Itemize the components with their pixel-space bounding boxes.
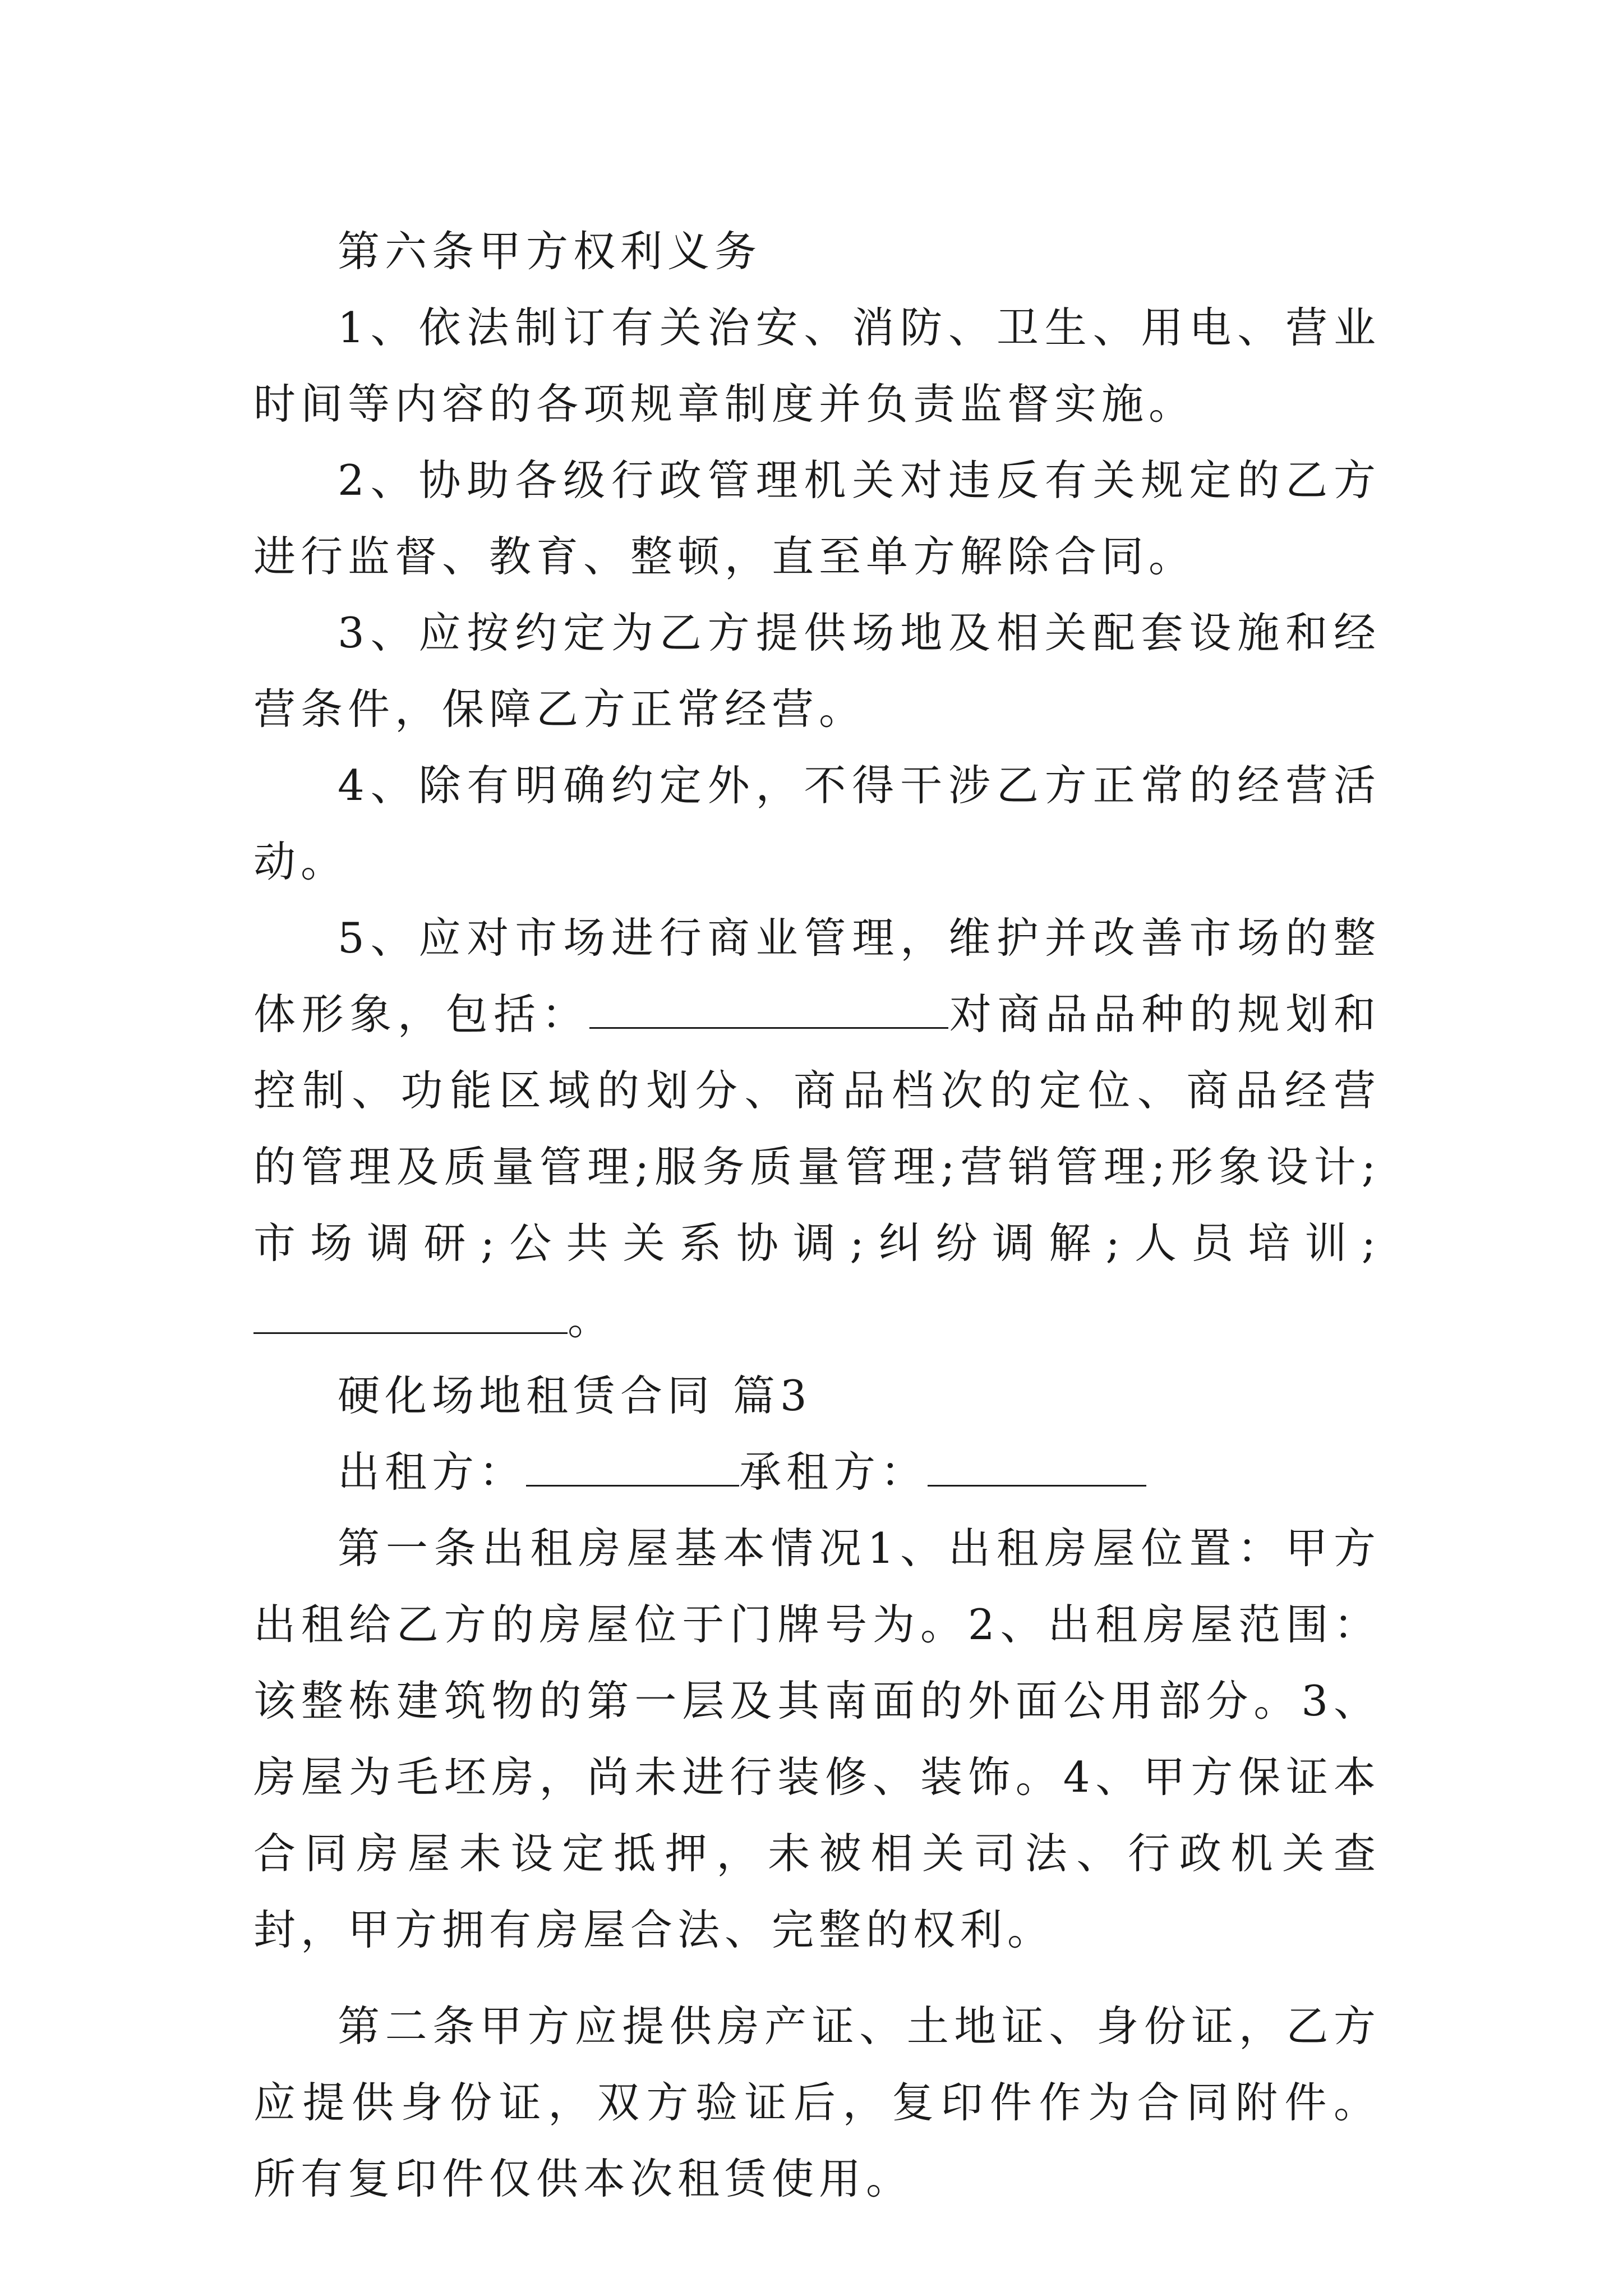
parties-line [253, 1434, 1381, 1510]
fill-in-blank[interactable] [589, 992, 948, 1029]
contract-3-title: 硬化场地租赁合同 篇3 [338, 1371, 812, 1420]
article-2: 第二条甲方应提供房产证、土地证、身份证，乙方应提供身份证，双方验证后，复印件作为合同附件。所有复印件仅供本次租赁使用。 [253, 2001, 1381, 2203]
section-six-item-3: 3、应按约定为乙方提供场地及相关配套设施和经营条件，保障乙方正常经营。 [253, 608, 1381, 734]
section-six-item-2: 2、协助各级行政管理机关对违反有关规定的乙方进行监督、教育、整顿，直至单方解除合同。 [253, 455, 1381, 581]
fill-in-blank[interactable] [253, 1297, 568, 1334]
lessee-label: 承租方： [739, 1447, 928, 1497]
section-six-item-5 [253, 900, 1381, 1358]
lessor-blank[interactable] [526, 1450, 739, 1487]
article-1: 第一条出租房屋基本情况1、出租房屋位置：甲方出租给乙方的房屋位于门牌号为。2、出租房屋范围：该整栋建筑物的第一层及其南面的外面公用部分。3、房屋为毛坯房，尚未进行装修、装饰。4、甲方保证本合同房屋未设定抵押，未被相关司法、行政机关查封，甲方拥有房屋合法、完整的权利。 [253, 1524, 1381, 1954]
section-six-heading: 第六条甲方权利义务 [338, 227, 762, 276]
section-six-item-1: 1、依法制订有关治安、消防、卫生、用电、营业时间等内容的各项规章制度并负责监督实施。 [253, 303, 1381, 429]
lessor-label: 出租方： [338, 1447, 527, 1497]
section-six-item-4: 4、除有明确约定外，不得干涉乙方正常的经营活动。 [253, 761, 1381, 886]
lessee-blank[interactable] [928, 1450, 1146, 1487]
document-body [253, 213, 1381, 2217]
item-5-intro: 5、应对市场进行商业管理，维护并改善市场的整体形象，包括： [253, 913, 1381, 1039]
item-5-end: 。 [568, 1295, 615, 1344]
item-5-scope: 对商品品种的规划和控制、功能区域的划分、商品档次的定位、商品经营的管理及质量管理;服务质量管理;营销管理;形象设计;市场调研;公共关系协调;纠纷调解;人员培训; [253, 990, 1381, 1268]
